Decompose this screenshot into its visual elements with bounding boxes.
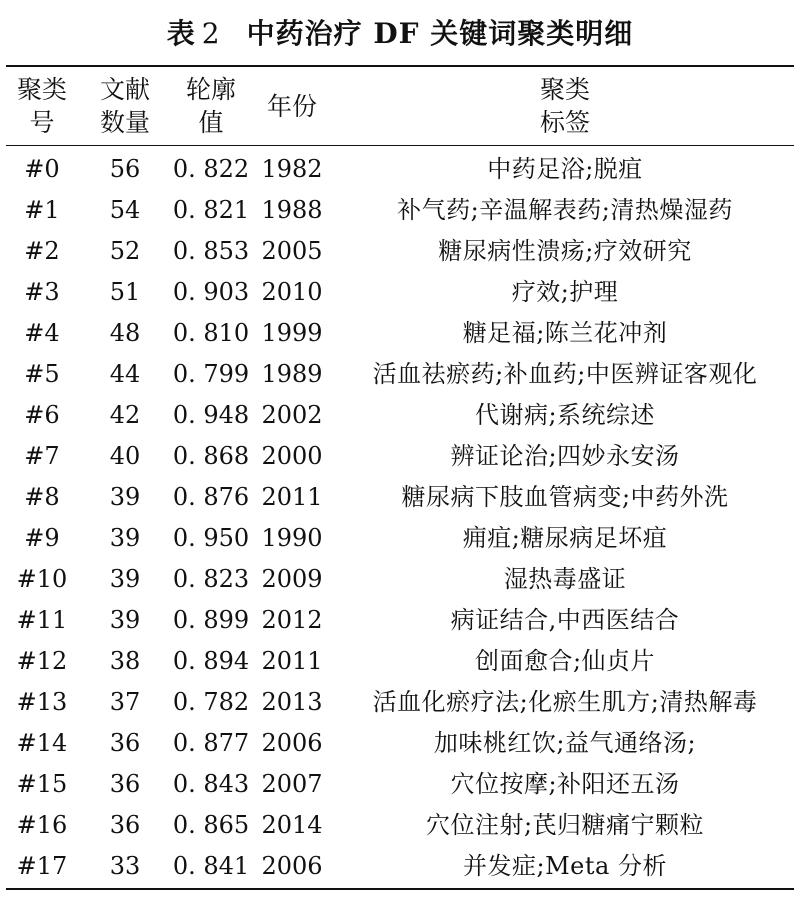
cell-cluster-id: #8 xyxy=(24,483,60,511)
cell-silhouette: 0. 865 xyxy=(172,811,250,839)
cell-silhouette: 0. 853 xyxy=(172,237,250,265)
cell-cluster-id: #3 xyxy=(24,278,60,306)
cell-doc-count: 37 xyxy=(109,688,141,716)
cell-labels: 活血化瘀疗法;化瘀生肌方;清热解毒 xyxy=(372,688,758,716)
cell-labels: 活血祛瘀药;补血药;中医辨证客观化 xyxy=(372,360,758,388)
header-year xyxy=(254,72,330,140)
cell-cluster-id: #9 xyxy=(24,524,60,552)
table-number: 2 xyxy=(201,17,221,50)
cell-cluster-id: #4 xyxy=(24,319,60,347)
cell-year: 1982 xyxy=(261,155,323,183)
cell-labels: 病证结合,中西医结合 xyxy=(450,606,680,634)
cell-labels: 创面愈合;仙贞片 xyxy=(474,647,656,675)
cell-cluster-id: #11 xyxy=(16,606,68,634)
cell-cluster-id: #17 xyxy=(16,852,68,880)
cell-labels: 代谢病;系统综述 xyxy=(474,401,656,429)
cell-cluster-id: #12 xyxy=(16,647,68,675)
top-rule xyxy=(6,65,794,67)
cell-cluster-id: #7 xyxy=(24,442,60,470)
table-row xyxy=(0,149,800,190)
cell-silhouette: 0. 876 xyxy=(172,483,250,511)
cell-labels: 糖足福;陈兰花冲剂 xyxy=(462,319,668,347)
table-row xyxy=(0,477,800,518)
header-doc-count-line-2: 数量 xyxy=(99,108,150,137)
cell-doc-count: 48 xyxy=(109,319,141,347)
table-row xyxy=(0,272,800,313)
header-cluster-id xyxy=(6,72,78,140)
table-row xyxy=(0,313,800,354)
cell-cluster-id: #16 xyxy=(16,811,68,839)
header-labels-line-1: 聚类 xyxy=(539,75,590,104)
cell-year: 2002 xyxy=(261,401,323,429)
cell-silhouette: 0. 799 xyxy=(172,360,250,388)
table-caption xyxy=(0,12,800,52)
cell-year: 2011 xyxy=(261,483,323,511)
cell-doc-count: 51 xyxy=(109,278,141,306)
cell-cluster-id: #0 xyxy=(24,155,60,183)
cell-labels: 疗效;护理 xyxy=(511,278,619,306)
cell-year: 2006 xyxy=(261,729,323,757)
cell-year: 2006 xyxy=(261,852,323,880)
table-row xyxy=(0,846,800,887)
cell-labels: 穴位注射;芪归糖痛宁颗粒 xyxy=(425,811,705,839)
table-row xyxy=(0,518,800,559)
table-row xyxy=(0,231,800,272)
table-row xyxy=(0,190,800,231)
table-row xyxy=(0,354,800,395)
cell-doc-count: 39 xyxy=(109,524,141,552)
cell-cluster-id: #10 xyxy=(16,565,68,593)
header-cluster-id-line-1: 聚类 xyxy=(16,75,67,104)
cell-silhouette: 0. 841 xyxy=(172,852,250,880)
cell-labels: 中药足浴;脱疽 xyxy=(487,155,643,183)
cell-year: 2000 xyxy=(261,442,323,470)
header-silhouette-line-1: 轮廓 xyxy=(185,75,236,104)
cell-doc-count: 52 xyxy=(109,237,141,265)
header-labels-line-2: 标签 xyxy=(539,108,590,137)
cell-year: 2014 xyxy=(261,811,323,839)
table-row xyxy=(0,436,800,477)
header-cluster-id-line-2: 号 xyxy=(29,108,55,137)
cell-cluster-id: #1 xyxy=(24,196,60,224)
cell-doc-count: 33 xyxy=(109,852,141,880)
cell-silhouette: 0. 950 xyxy=(172,524,250,552)
cell-year: 1988 xyxy=(261,196,323,224)
cell-silhouette: 0. 903 xyxy=(172,278,250,306)
header-doc-count xyxy=(86,72,164,140)
cell-silhouette: 0. 810 xyxy=(172,319,250,347)
cell-labels: 辨证论治;四妙永安汤 xyxy=(450,442,680,470)
cell-cluster-id: #15 xyxy=(16,770,68,798)
cell-year: 2010 xyxy=(261,278,323,306)
cell-year: 2013 xyxy=(261,688,323,716)
table-row xyxy=(0,641,800,682)
cell-silhouette: 0. 868 xyxy=(172,442,250,470)
table-row xyxy=(0,682,800,723)
cell-doc-count: 42 xyxy=(109,401,141,429)
cell-cluster-id: #13 xyxy=(16,688,68,716)
cell-labels: 糖尿病下肢血管病变;中药外洗 xyxy=(401,483,729,511)
cell-year: 1999 xyxy=(261,319,323,347)
header-silhouette xyxy=(168,72,254,140)
cell-silhouette: 0. 821 xyxy=(172,196,250,224)
header-doc-count-line-1: 文献 xyxy=(99,75,150,104)
cell-cluster-id: #2 xyxy=(24,237,60,265)
cell-year: 2011 xyxy=(261,647,323,675)
cell-year: 1990 xyxy=(261,524,323,552)
cell-cluster-id: #6 xyxy=(24,401,60,429)
cell-doc-count: 39 xyxy=(109,606,141,634)
cell-doc-count: 38 xyxy=(109,647,141,675)
cell-silhouette: 0. 822 xyxy=(172,155,250,183)
header-rule xyxy=(6,145,794,146)
header-year-line-1: 年份 xyxy=(266,91,317,121)
cell-doc-count: 40 xyxy=(109,442,141,470)
table-row xyxy=(0,395,800,436)
cell-silhouette: 0. 899 xyxy=(172,606,250,634)
cell-silhouette: 0. 782 xyxy=(172,688,250,716)
cell-doc-count: 56 xyxy=(109,155,141,183)
cell-labels: 补气药;辛温解表药;清热燥湿药 xyxy=(397,196,733,224)
cell-doc-count: 36 xyxy=(109,729,141,757)
table-row xyxy=(0,723,800,764)
cell-silhouette: 0. 948 xyxy=(172,401,250,429)
cell-labels: 加味桃红饮;益气通络汤; xyxy=(433,729,697,757)
cell-year: 2012 xyxy=(261,606,323,634)
bottom-rule xyxy=(6,888,794,890)
table-row xyxy=(0,805,800,846)
table-body xyxy=(0,149,800,887)
table-row xyxy=(0,559,800,600)
cell-doc-count: 54 xyxy=(109,196,141,224)
table-row xyxy=(0,600,800,641)
table-label: 表 xyxy=(166,17,196,50)
cell-labels: 痈疽;糖尿病足坏疽 xyxy=(462,524,668,552)
cell-labels: 并发症;Meta 分析 xyxy=(463,852,667,880)
cell-labels: 穴位按摩;补阳还五汤 xyxy=(450,770,680,798)
cell-doc-count: 44 xyxy=(109,360,141,388)
cell-labels: 糖尿病性溃疡;疗效研究 xyxy=(438,237,692,265)
cell-doc-count: 39 xyxy=(109,565,141,593)
cell-cluster-id: #14 xyxy=(16,729,68,757)
cell-doc-count: 36 xyxy=(109,770,141,798)
cell-year: 2009 xyxy=(261,565,323,593)
cell-year: 2005 xyxy=(261,237,323,265)
cell-silhouette: 0. 877 xyxy=(172,729,250,757)
header-silhouette-line-2: 值 xyxy=(198,108,224,137)
cell-doc-count: 39 xyxy=(109,483,141,511)
table-row xyxy=(0,764,800,805)
cell-year: 2007 xyxy=(261,770,323,798)
header-labels xyxy=(336,72,794,140)
cell-year: 1989 xyxy=(261,360,323,388)
table-title: 中药治疗 DF 关键词聚类明细 xyxy=(246,17,634,50)
cell-cluster-id: #5 xyxy=(24,360,60,388)
cell-labels: 湿热毒盛证 xyxy=(503,565,627,593)
cell-doc-count: 36 xyxy=(109,811,141,839)
cell-silhouette: 0. 894 xyxy=(172,647,250,675)
cell-silhouette: 0. 823 xyxy=(172,565,250,593)
cell-silhouette: 0. 843 xyxy=(172,770,250,798)
